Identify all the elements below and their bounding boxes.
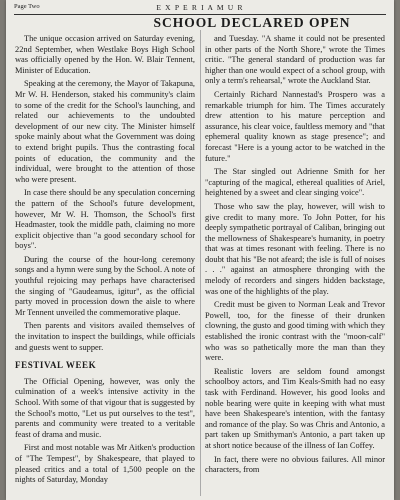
paragraph: and Tuesday. "A shame it could not be presented in other parts of the North Shore," wrote the Times critic. "The general standard of production was far higher than one would expect of a school group, with only a term's rehearsal," wrote the Auckland Star. [205,34,385,86]
article-headline: SCHOOL DECLARED OPEN [153,15,351,30]
paragraph: The unique occasion arrived on Saturday evening, 22nd September, when Westlake Boys High School was officially opened by the Hon. W. Blair Tennent, Minister of Education. [15,34,195,75]
paragraph: Realistic lovers are seldom found amongst schoolboy actors, and Tim Keals-Smith had no easy task with Ferdinand. However, his good looks and noble bearing were quite in keeping with what must have been Shakespeare's intention, with the fantasy and romance of the play. So was Chris and Antonio, a part taken up Smithyman's Antonio, a part taken up at short notice because of the illness of Ian Coffey. [205,366,385,450]
magazine-title: E X P E R I A M U R [156,3,244,12]
paragraph: First and most notable was Mr Aitken's production of "The Tempest", by Shakespeare, that played to pleased critics and a total of 1,500 people on the nights of Saturday, Monday [15,443,195,485]
paragraph: Certainly Richard Nannestad's Prospero was a remarkable triumph for him. The Times accurately drew attention to his mature perception and assurance, his clear voice, faultless memory and "that ephemeral quality known as stage presence"; and forecast "Here is a young actor to be watched in the future." [205,89,385,163]
running-head [14,3,386,14]
magazine-page [6,0,394,500]
page-number: Page Two [14,3,40,10]
paragraph: During the course of the hour-long ceremony songs and a hymn were sung by the School. A note of youthful rejoicing may perhaps have characterised the singing of "Gaudeamus, igitur", as the official party moved in procession down the aisle to where Mr Tennent unveiled the commemorative plaque. [15,254,195,317]
paragraph: In fact, there were no obvious failures. All minor characters, from [205,454,385,475]
paragraph: In case there should be any speculation concerning the pattern of the School's future development, however, Mr W. H. Thomson, the School's first Headmaster, took the middle path, claiming no more explicit objective than "a good secondary school for boys". [15,188,195,251]
left-column [15,34,195,489]
paragraph: Speaking at the ceremony, the Mayor of Takapuna, Mr W. H. Henderson, staked his community's claim to some of the credit for the School's launching, and related our achievements to the undoubted development of our new city. The Minister himself spoke mainly about what the Government was doing to extend bright pupils. Thus the contrasting focal points of education, the community and the individual, were brought to the attention of those who were present. [15,79,195,184]
section-heading: FESTIVAL WEEK [15,360,97,371]
paragraph: The Star singled out Adrienne Smith for her "capturing of the magical, ethereal qualities of Ariel, heightened by a sweet and clear singing voice". [205,167,385,198]
right-column [205,34,385,479]
paragraph: Those who saw the play, however, will wish to give credit to many more. To John Potter, for his deeply sympathetic portrayal of Caliban, bringing out the mellowness of Shakespeare's humanity, in poetry that was at times resonant with feeling. There is no doubt that his "Be not afeard; the isle is full of noises . . ." against an atmosphere thronging with the melody of recorders and singers hidden backstage, was one of the highlights of the play. [205,201,385,296]
column-divider [200,30,201,496]
paragraph: The Official Opening, however, was only the culmination of a week's intensive activity in the School. With some of that vigour that is suggested by the School's motto, "Let us put ourselves to the test", parents and community were treated to a veritable feast of drama and music. [15,376,195,439]
paragraph: Then parents and visitors availed themselves of the invitation to inspect the buildings, while officials and guests went to supper. [15,321,195,352]
paragraph: Credit must be given to Norman Leak and Trevor Powell, too, for the finesse of their drunken clowning, the gusto and good timing with which they established the ironic contrast with the "moon-calf" who was so pathetically more the man than they were. [205,300,385,363]
